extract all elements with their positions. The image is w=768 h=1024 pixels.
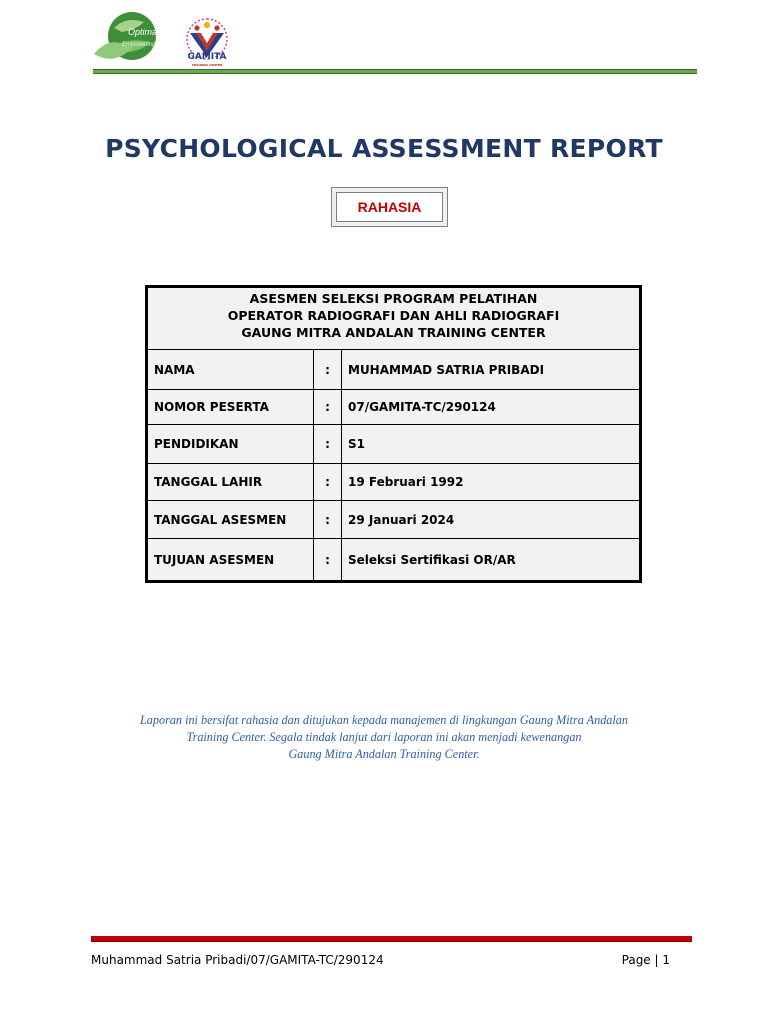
- row-label: NAMA: [148, 350, 314, 389]
- row-value: S1: [348, 437, 365, 451]
- row-label: PENDIDIKAN: [148, 425, 314, 463]
- row-value: 29 Januari 2024: [348, 512, 455, 527]
- table-row-nomor-peserta: [148, 390, 639, 425]
- note-line-1: Laporan ini bersifat rahasia dan ditujukan kepada manajemen di lingkungan Gaung Mitra Andalan: [140, 713, 628, 727]
- footer-divider: [91, 936, 692, 942]
- row-value: 19 Februari 1992: [348, 475, 464, 489]
- report-title: PSYCHOLOGICAL ASSESSMENT REPORT: [105, 134, 663, 163]
- svg-text:Optima: Optima: [128, 27, 158, 37]
- gamita-logo-subtitle: TRAINING CENTER: [191, 63, 223, 67]
- row-colon: :: [314, 425, 342, 463]
- svg-text:Empowering: Empowering: [122, 42, 156, 48]
- row-colon: :: [314, 501, 342, 538]
- footer-page-number: Page | 1: [621, 953, 670, 967]
- table-header-line-1: ASESMEN SELEKSI PROGRAM PELATIHAN: [249, 291, 538, 306]
- row-colon: :: [314, 539, 342, 580]
- confidentiality-note: [80, 712, 688, 763]
- row-label: TUJUAN ASESMEN: [148, 539, 314, 580]
- row-label: NOMOR PESERTA: [148, 390, 314, 424]
- row-colon: :: [314, 464, 342, 500]
- row-label: TANGGAL ASESMEN: [148, 501, 314, 538]
- footer-document-id: Muhammad Satria Pribadi/07/GAMITA-TC/290124: [91, 953, 384, 967]
- table-row-tanggal-lahir: [148, 464, 639, 501]
- gamita-logo-name: GAMITA: [187, 52, 227, 62]
- row-value: Seleksi Sertifikasi OR/AR: [348, 552, 516, 567]
- table-row-pendidikan: [148, 425, 639, 464]
- row-colon: :: [314, 390, 342, 424]
- confidential-badge-label: RAHASIA: [336, 192, 443, 222]
- confidential-badge: [331, 187, 448, 227]
- table-header-line-2: OPERATOR RADIOGRAFI DAN AHLI RADIOGRAFI: [227, 308, 560, 323]
- table-header-line-3: GAUNG MITRA ANDALAN TRAINING CENTER: [241, 325, 546, 340]
- header-divider: [93, 69, 697, 74]
- participant-info-table: [145, 285, 642, 583]
- optima-logo: [92, 8, 162, 70]
- table-header: [148, 288, 639, 350]
- row-label: TANGGAL LAHIR: [148, 464, 314, 500]
- note-line-2: Training Center. Segala tindak lanjut dari laporan ini akan menjadi kewenangan: [186, 730, 582, 744]
- table-row-tujuan-asesmen: [148, 539, 639, 580]
- row-value: 07/GAMITA-TC/290124: [348, 400, 496, 414]
- note-line-3: Gaung Mitra Andalan Training Center.: [288, 747, 480, 761]
- row-colon: :: [314, 350, 342, 389]
- row-value: MUHAMMAD SATRIA PRIBADI: [348, 362, 545, 377]
- table-row-nama: [148, 350, 639, 390]
- table-row-tanggal-asesmen: [148, 501, 639, 539]
